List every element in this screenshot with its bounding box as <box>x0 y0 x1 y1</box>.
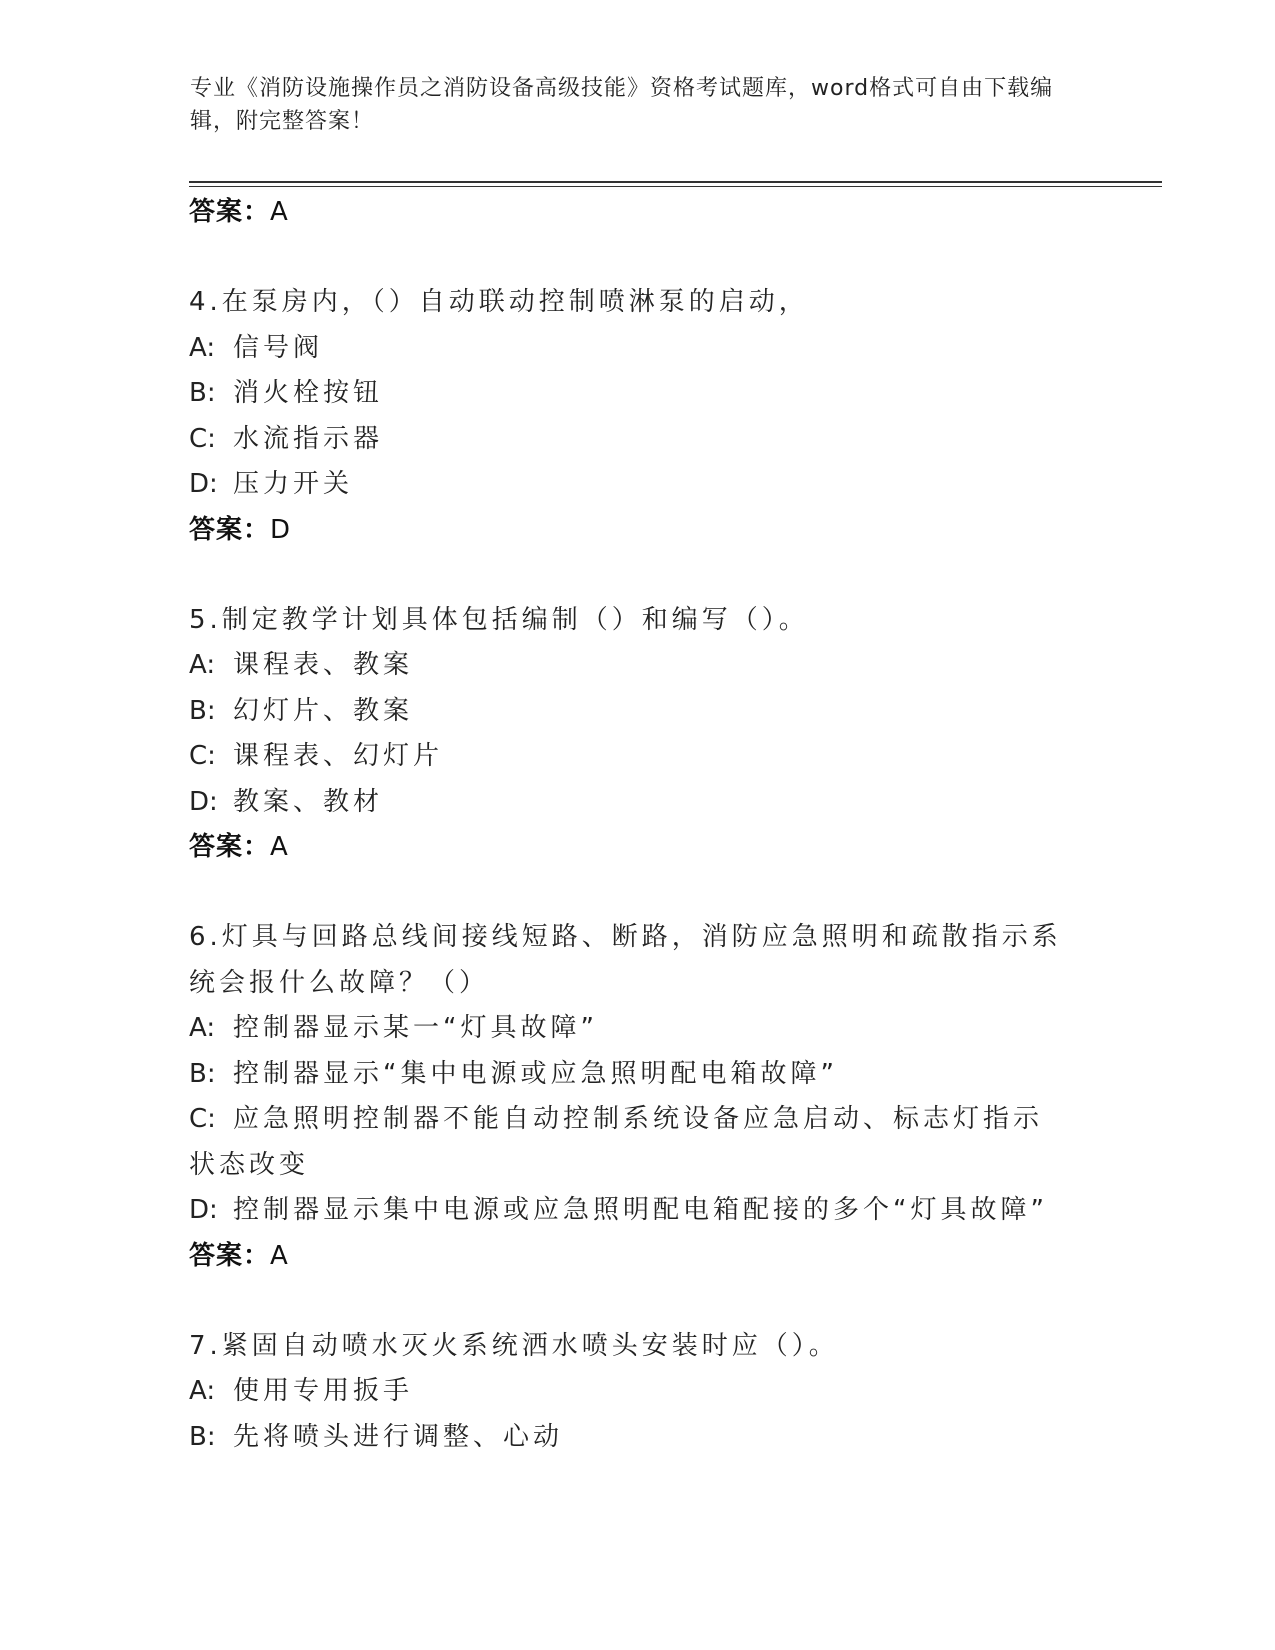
option-key: B: <box>189 695 216 726</box>
question-list <box>189 190 1089 1460</box>
header-divider-thin <box>189 186 1162 187</box>
option-key: A: <box>189 1376 216 1406</box>
answer-value: A <box>270 832 289 862</box>
option-text: 课程表、教案 <box>233 650 414 680</box>
answer-label: 答案： <box>189 832 271 862</box>
option-item <box>189 1052 1089 1098</box>
option-item <box>189 734 1089 780</box>
header-divider-thick <box>189 181 1162 183</box>
option-text: 信号阀 <box>233 332 324 363</box>
option-text: 应急照明控制器不能自动控制系统设备应急启动、标志灯指示状态改变 <box>189 1104 1044 1180</box>
answer-line <box>189 1234 1089 1279</box>
option-key: B: <box>189 1421 216 1452</box>
option-key: B: <box>189 378 216 408</box>
option-text: 控制器显示“集中电源或应急照明配电箱故障” <box>233 1058 838 1089</box>
question-item <box>189 915 1089 1279</box>
option-key: B: <box>189 1058 216 1089</box>
question-item <box>189 598 1089 871</box>
option-text: 水流指示器 <box>233 423 384 454</box>
option-text: 使用专用扳手 <box>233 1376 414 1406</box>
document-header: 专业《消防设施操作员之消防设备高级技能》资格考试题库，word格式可自由下载编辑，附完整答案！ <box>190 76 1054 134</box>
option-text: 教案、教材 <box>233 786 384 817</box>
option-item <box>189 326 1089 372</box>
answer-value: A <box>270 197 289 227</box>
option-text: 幻灯片、教案 <box>233 695 414 726</box>
question-text: 7.紧固自动喷水灭火系统洒水喷头安装时应（）。 <box>189 1330 839 1361</box>
option-text: 消火栓按钮 <box>233 378 384 408</box>
option-item <box>189 462 1089 508</box>
option-text: 控制器显示某一“灯具故障” <box>233 1013 598 1043</box>
question-text: 5.制定教学计划具体包括编制（）和编写（）。 <box>189 604 809 635</box>
option-item <box>189 1415 1089 1461</box>
option-key: A: <box>189 1013 216 1043</box>
question-text: 6.灯具与回路总线间接线短路、断路，消防应急照明和疏散指示系统会报什么故障？（） <box>189 922 1062 998</box>
option-key: C: <box>189 1104 216 1134</box>
option-item <box>189 1006 1089 1052</box>
option-key: D: <box>189 1195 218 1225</box>
question-item <box>189 1324 1089 1461</box>
option-key: D: <box>189 786 218 817</box>
option-item <box>189 1097 1069 1188</box>
question-text: 4.在泵房内，（）自动联动控制喷淋泵的启动， <box>189 287 809 317</box>
answer-label: 答案： <box>189 1240 271 1271</box>
option-item <box>189 1369 1089 1415</box>
option-item <box>189 643 1089 689</box>
option-item <box>189 780 1089 826</box>
option-key: C: <box>189 741 216 771</box>
option-text: 先将喷头进行调整、心动 <box>233 1421 564 1452</box>
answer-value: D <box>270 514 292 545</box>
option-item <box>189 689 1089 735</box>
option-text: 压力开关 <box>233 469 354 499</box>
answer-label: 答案： <box>189 197 271 227</box>
answer-line <box>189 825 1089 870</box>
option-key: A: <box>189 332 216 363</box>
option-key: D: <box>189 469 218 499</box>
answer-label: 答案： <box>189 514 271 545</box>
option-item <box>189 1188 1089 1234</box>
option-key: C: <box>189 423 216 454</box>
answer-line <box>189 190 1089 235</box>
option-text: 控制器显示集中电源或应急照明配电箱配接的多个“灯具故障” <box>233 1195 1048 1225</box>
option-key: A: <box>189 650 216 680</box>
question-item <box>189 280 1089 553</box>
option-text: 课程表、幻灯片 <box>233 741 444 771</box>
option-item <box>189 371 1089 417</box>
option-item <box>189 417 1089 463</box>
answer-line <box>189 508 1089 553</box>
answer-value: A <box>270 1240 289 1271</box>
